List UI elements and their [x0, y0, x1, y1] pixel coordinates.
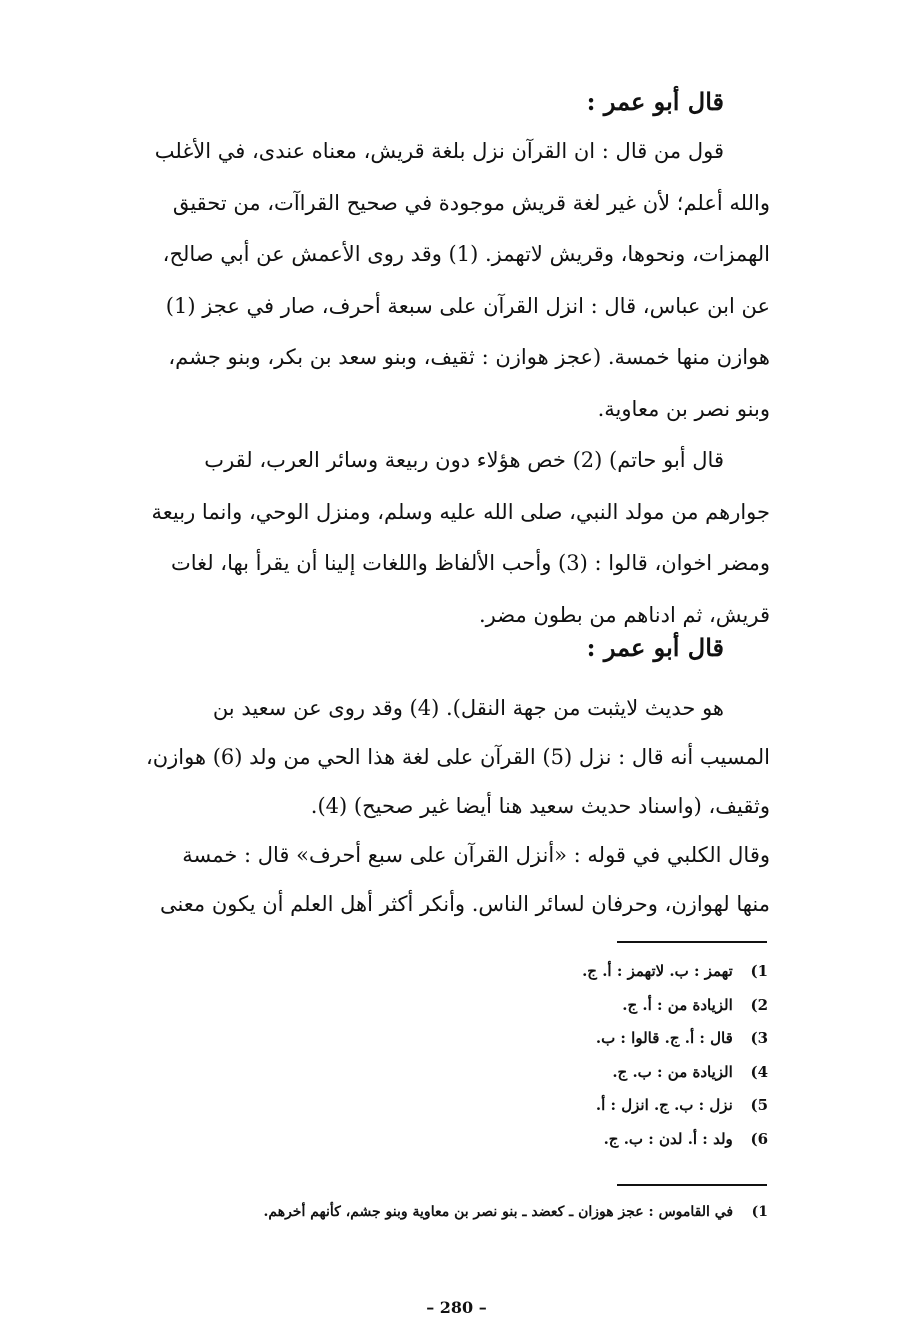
footnote-item	[582, 989, 768, 1023]
text-line: قريش، ثم ادناهم من بطون مضر.	[479, 602, 770, 627]
footnote-number: 5)	[750, 1096, 768, 1114]
section-2-paragraph-2	[118, 831, 770, 929]
footnote-item	[582, 1022, 768, 1056]
text-line: منها لهوازن، وحرفان لسائر الناس. وأنكر أكثر أهل العلم أن يكون معنى	[159, 892, 770, 916]
footnote-text: ولد : أ. لدن : ب. ج.	[603, 1129, 733, 1148]
footnote-number: 1)	[750, 962, 768, 980]
footnotes	[582, 955, 768, 1156]
footnote-item	[582, 1056, 768, 1090]
note-number: 1)	[751, 1204, 768, 1220]
note-separator	[617, 1184, 767, 1186]
section-1-paragraph-2	[118, 435, 770, 641]
text-line: قول من قال : ان القرآن نزل بلغة قريش، معناه عندى، في الأغلب	[154, 139, 724, 163]
footnote-item	[582, 955, 768, 989]
text-line: ومضر اخوان، قالوا : (3) وأحب الألفاظ واللغات إلينا أن يقرأ بها، لغات	[170, 551, 770, 575]
footnote-number: 4)	[750, 1062, 768, 1081]
footnote-text: الزيادة من : أ. ج.	[622, 995, 733, 1014]
section-1-heading: قال أبو عمر :	[586, 87, 724, 116]
text-line: الهمزات، ونحوها، وقريش لاتهمز. (1) وقد روى الأعمش عن أبي صالح،	[162, 242, 770, 266]
footnote-separator	[617, 941, 767, 943]
text-line: والله أعلم؛ لأن غير لغة قريش موجودة في صحيح القراآت، من تحقيق	[172, 190, 770, 215]
section-1	[118, 82, 770, 641]
text-line: المسيب أنه قال : نزل (5) القرآن على لغة هذا الحي من ولد (6) هوازن،	[145, 745, 770, 769]
page-number: – 280 –	[426, 1298, 487, 1317]
text-line: وبنو نصر بن معاوية.	[597, 396, 770, 421]
section-2-paragraph-1	[118, 684, 770, 831]
text-line: وثقيف، (واسناد حديث سعيد هنا أيضا غير صحيح) (4).	[310, 794, 770, 818]
footnote-text: نزل : ب. ج. انزل : أ.	[595, 1096, 733, 1114]
section-1-paragraph-1	[118, 126, 770, 435]
footnote-text: الزيادة من : ب. ج.	[612, 1062, 733, 1081]
section-2-heading: قال أبو عمر :	[586, 633, 724, 662]
footnote-text: قال : أ. ج. قالوا : ب.	[595, 1029, 733, 1047]
text-line: هوازن منها خمسة. (عجز هوازن : ثقيف، وبنو سعد بن بكر، وبنو جشم،	[168, 345, 770, 369]
footnote-item	[582, 1089, 768, 1123]
footnote-text: تهمز : ب. لاتهمز : أ. ج.	[582, 962, 733, 980]
footnote-number: 6)	[750, 1129, 768, 1148]
footnote-number: 2)	[750, 995, 768, 1014]
section-2	[118, 628, 770, 929]
footnote-number: 3)	[750, 1029, 768, 1047]
editor-note	[264, 1204, 769, 1220]
text-line: جوارهم من مولد النبي، صلى الله عليه وسلم، ومنزل الوحي، وانما ربيعة	[151, 499, 770, 524]
text-line: وقال الكلبي في قوله : «أنزل القرآن على سبع أحرف» قال : خمسة	[182, 843, 770, 867]
note-text: في القاموس : عجز هوزان ـ كعضد ـ بنو نصر بن معاوية وبنو جشم، كأنهم أخرهم.	[263, 1204, 734, 1220]
text-line: عن ابن عباس، قال : انزل القرآن على سبعة أحرف، صار في عجز (1)	[165, 293, 770, 318]
text-line: قال أبو حاتم) (2) خص هؤلاء دون ربيعة وسائر العرب، لقرب	[204, 448, 724, 472]
footnote-item	[582, 1123, 768, 1157]
text-line: هو حديث لايثبت من جهة النقل). (4) وقد روى عن سعيد بن	[212, 696, 724, 720]
